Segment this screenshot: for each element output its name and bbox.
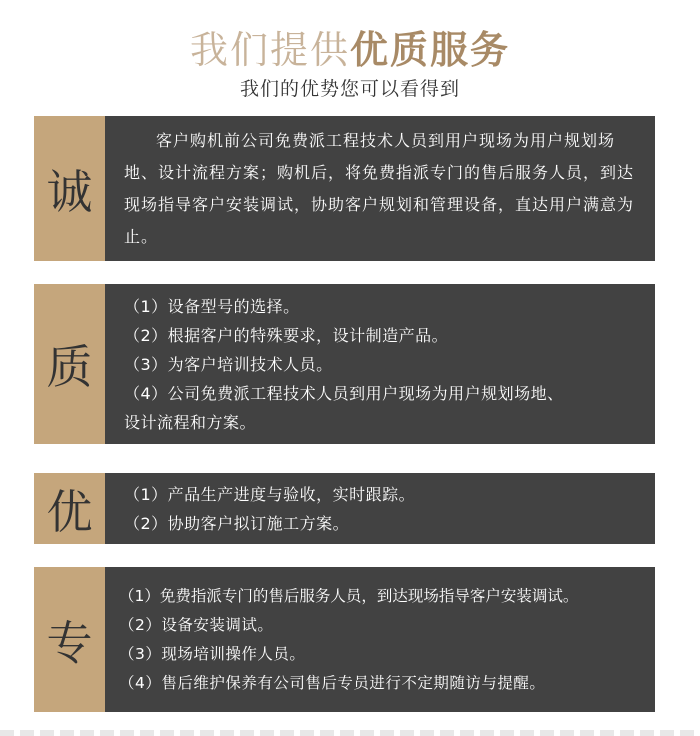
list-item: （3）现场培训操作人员。 bbox=[119, 644, 306, 663]
list-item: （4）公司免费派工程技术人员到用户现场为用户规划场地、 bbox=[124, 383, 564, 403]
section-cheng bbox=[34, 116, 655, 261]
list-item: （4）售后维护保养有公司售后专员进行不定期随访与提醒。 bbox=[119, 673, 546, 692]
section-content-cheng bbox=[105, 116, 655, 261]
page-header bbox=[0, 0, 700, 110]
section-badge-zhi: 质 bbox=[34, 284, 105, 444]
list-item: （1）免费指派专门的售后服务人员，到达现场指导客户安装调试。 bbox=[119, 586, 579, 605]
section-content-you bbox=[105, 473, 655, 544]
title-light-text: 我们提供 bbox=[189, 28, 350, 72]
section-zhi bbox=[34, 284, 655, 444]
title-bold-text: 优质服务 bbox=[350, 28, 511, 72]
list-item: （1）设备型号的选择。 bbox=[124, 296, 300, 316]
list-item: （1）产品生产进度与验收，实时跟踪。 bbox=[124, 484, 416, 504]
section-badge-you: 优 bbox=[34, 473, 105, 544]
page-title bbox=[0, 26, 700, 74]
section-content-zhi bbox=[105, 284, 655, 444]
section-content-zhuan bbox=[105, 567, 655, 712]
section-you bbox=[34, 473, 655, 544]
list-item: （2）设备安装调试。 bbox=[119, 615, 274, 634]
bottom-decorative-strip bbox=[0, 730, 700, 736]
section-zhuan bbox=[34, 567, 655, 712]
page-subtitle: 我们的优势您可以看得到 bbox=[239, 78, 460, 100]
list-item: （2）协助客户拟订施工方案。 bbox=[124, 513, 350, 533]
section-paragraph: 客户购机前公司免费派工程技术人员到用户现场为用户规划场地、设计流程方案；购机后，将免费指派专门的售后服务人员，到达现场指导客户安装调试，协助客户规划和管理设备，直达用户满意为止。 bbox=[124, 130, 635, 246]
section-badge-cheng: 诚 bbox=[34, 116, 105, 261]
section-badge-zhuan: 专 bbox=[34, 567, 105, 712]
list-item: （2）根据客户的特殊要求，设计制造产品。 bbox=[124, 325, 449, 345]
list-item-continuation: 设计流程和方案。 bbox=[124, 412, 257, 432]
list-item: （3）为客户培训技术人员。 bbox=[124, 354, 333, 374]
